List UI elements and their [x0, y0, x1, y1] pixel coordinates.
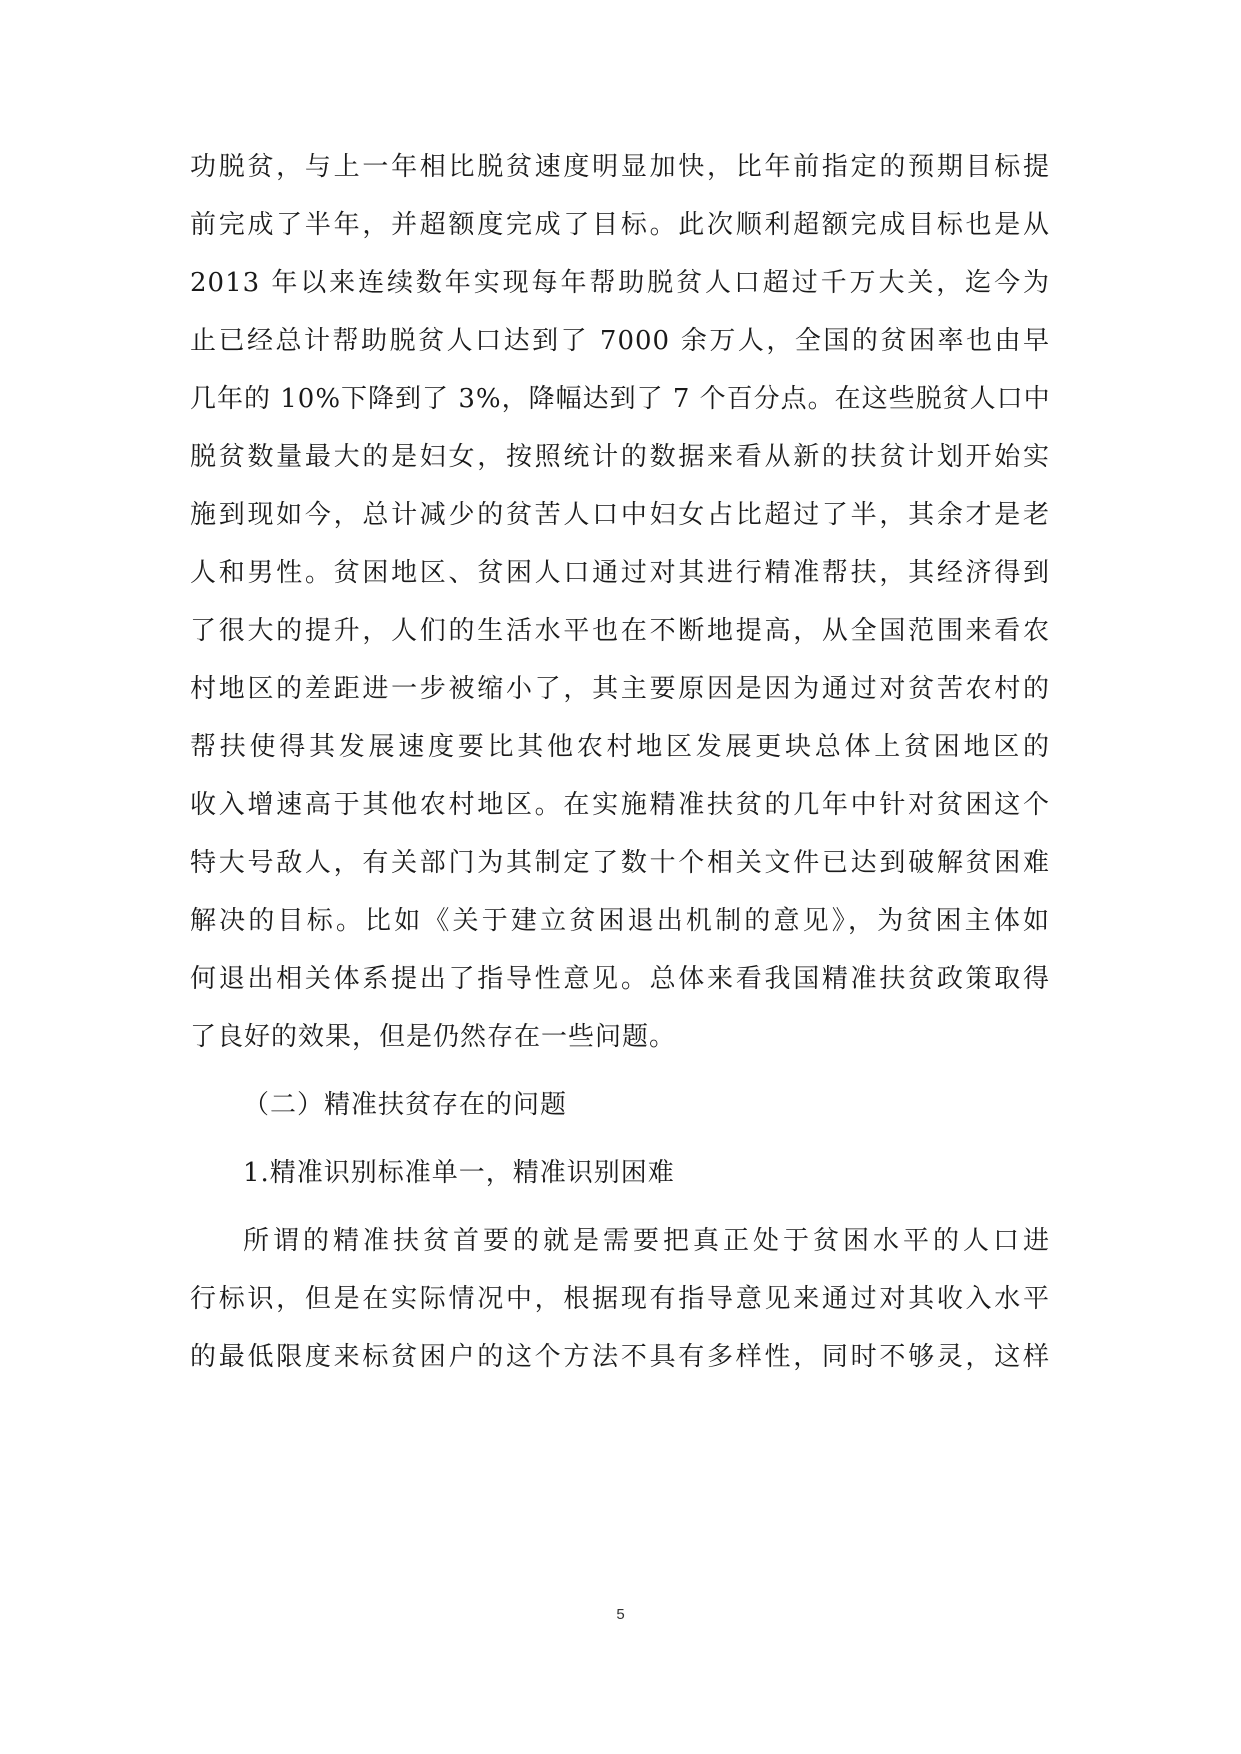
paragraph-line: 止已经总计帮助脱贫人口达到了 7000 余万人，全国的贫困率也由早: [190, 326, 1050, 356]
paragraph-line: 帮扶使得其发展速度要比其他农村地区发展更块总体上贫困地区的: [190, 732, 1050, 762]
paragraph-line: 几年的 10%下降到了 3%，降幅达到了 7 个百分点。在这些脱贫人口中: [190, 384, 1051, 414]
section-heading: （二）精准扶贫存在的问题: [243, 1090, 568, 1120]
paragraph-line: 人和男性。贫困地区、贫困人口通过对其进行精准帮扶，其经济得到: [190, 558, 1050, 588]
paragraph-line: 何退出相关体系提出了指导性意见。总体来看我国精准扶贫政策取得: [190, 964, 1050, 994]
paragraph-line: 前完成了半年，并超额度完成了目标。此次顺利超额完成目标也是从: [190, 210, 1050, 240]
paragraph-line: 收入增速高于其他农村地区。在实施精准扶贫的几年中针对贫困这个: [190, 790, 1050, 820]
paragraph-line: 村地区的差距进一步被缩小了，其主要原因是因为通过对贫苦农村的: [190, 674, 1050, 704]
paragraph-line: 解决的目标。比如《关于建立贫困退出机制的意见》，为贫困主体如: [190, 906, 1050, 936]
paragraph-line: 行标识，但是在实际情况中，根据现有指导意见来通过对其收入水平: [190, 1284, 1050, 1314]
paragraph-line: 特大号敌人，有关部门为其制定了数十个相关文件已达到破解贫困难: [190, 848, 1050, 878]
paragraph-line: 施到现如今，总计减少的贫苦人口中妇女占比超过了半，其余才是老: [190, 500, 1050, 530]
subsection-heading: 1.精准识别标准单一，精准识别困难: [243, 1158, 675, 1188]
paragraph-line: 了良好的效果，但是仍然存在一些问题。: [190, 1022, 677, 1052]
paragraph-line: 了很大的提升，人们的生活水平也在不断地提高，从全国范围来看农: [190, 616, 1050, 646]
paragraph-line: 2013 年以来连续数年实现每年帮助脱贫人口超过千万大关，迄今为: [190, 268, 1050, 298]
page-number: 5: [616, 1606, 625, 1623]
paragraph-line: 脱贫数量最大的是妇女，按照统计的数据来看从新的扶贫计划开始实: [190, 442, 1050, 472]
paragraph-line: 功脱贫，与上一年相比脱贫速度明显加快，比年前指定的预期目标提: [190, 152, 1050, 182]
paragraph-line: 的最低限度来标贫困户的这个方法不具有多样性，同时不够灵，这样: [190, 1342, 1050, 1372]
paragraph-line: 所谓的精准扶贫首要的就是需要把真正处于贫困水平的人口进: [243, 1226, 1050, 1256]
